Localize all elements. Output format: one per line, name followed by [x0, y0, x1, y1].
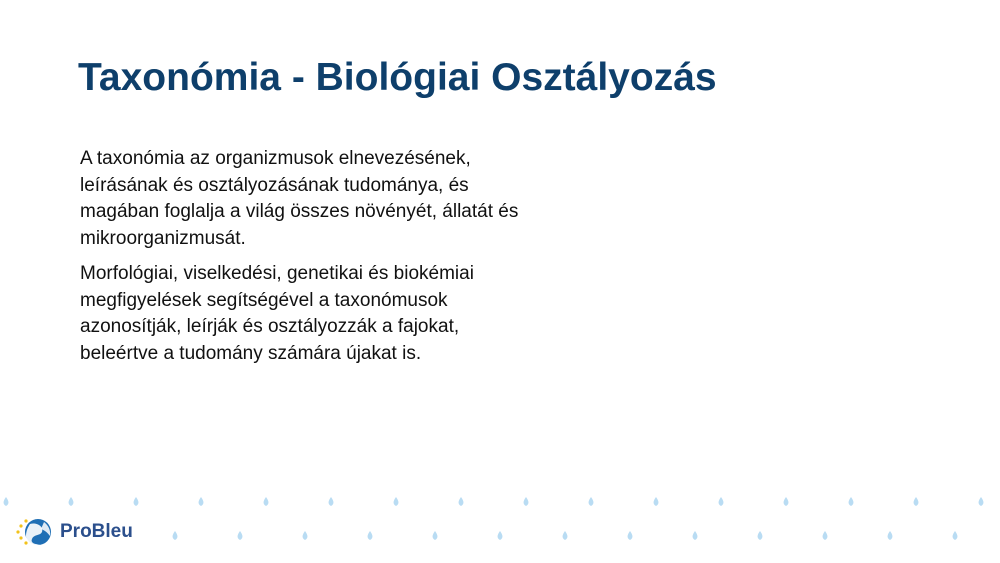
body-paragraph-2: Morfológiai, viselkedési, genetikai és biokémiai megfigyelések segítségével a taxonómusok azonosítják, leírják és osztályozzák a fajokat, beleértve a tudomány számára újakat is. — [80, 263, 474, 364]
decorative-dot — [498, 531, 503, 540]
decorative-dot — [238, 531, 243, 540]
decorative-dot — [563, 531, 568, 540]
decorative-dot — [4, 497, 9, 506]
slide-title: Taxonómia - Biológiai Osztályozás — [78, 56, 717, 99]
logo-text: ProBleu — [60, 521, 133, 542]
decorative-dot — [979, 497, 984, 506]
decorative-dot — [823, 531, 828, 540]
decorative-dot — [394, 497, 399, 506]
probleu-logo — [14, 512, 174, 552]
decorative-dot — [433, 531, 438, 540]
decorative-dot — [199, 497, 204, 506]
decorative-dot — [953, 531, 958, 540]
decorative-dot — [69, 497, 74, 506]
decorative-dot — [888, 531, 893, 540]
decorative-dot — [654, 497, 659, 506]
decorative-dot — [134, 497, 139, 506]
decorative-dot — [303, 531, 308, 540]
decorative-dot — [849, 497, 854, 506]
slide-body — [80, 146, 520, 376]
body-paragraph-1: A taxonómia az organizmusok elnevezésének, leírásának és osztályozásának tudománya, és magában foglalja a világ összes növényét, állatát és mikroorganizmusát. — [80, 148, 519, 249]
decorative-dot — [524, 497, 529, 506]
decorative-dot — [329, 497, 334, 506]
decorative-dot — [368, 531, 373, 540]
decorative-dot — [758, 531, 763, 540]
decorative-dot — [719, 497, 724, 506]
decorative-dot — [784, 497, 789, 506]
decorative-dot — [914, 497, 919, 506]
probleu-globe-icon — [14, 512, 56, 552]
decorative-dot — [693, 531, 698, 540]
decorative-dot — [628, 531, 633, 540]
decorative-dot — [459, 497, 464, 506]
decorative-dot — [264, 497, 269, 506]
decorative-dot — [589, 497, 594, 506]
